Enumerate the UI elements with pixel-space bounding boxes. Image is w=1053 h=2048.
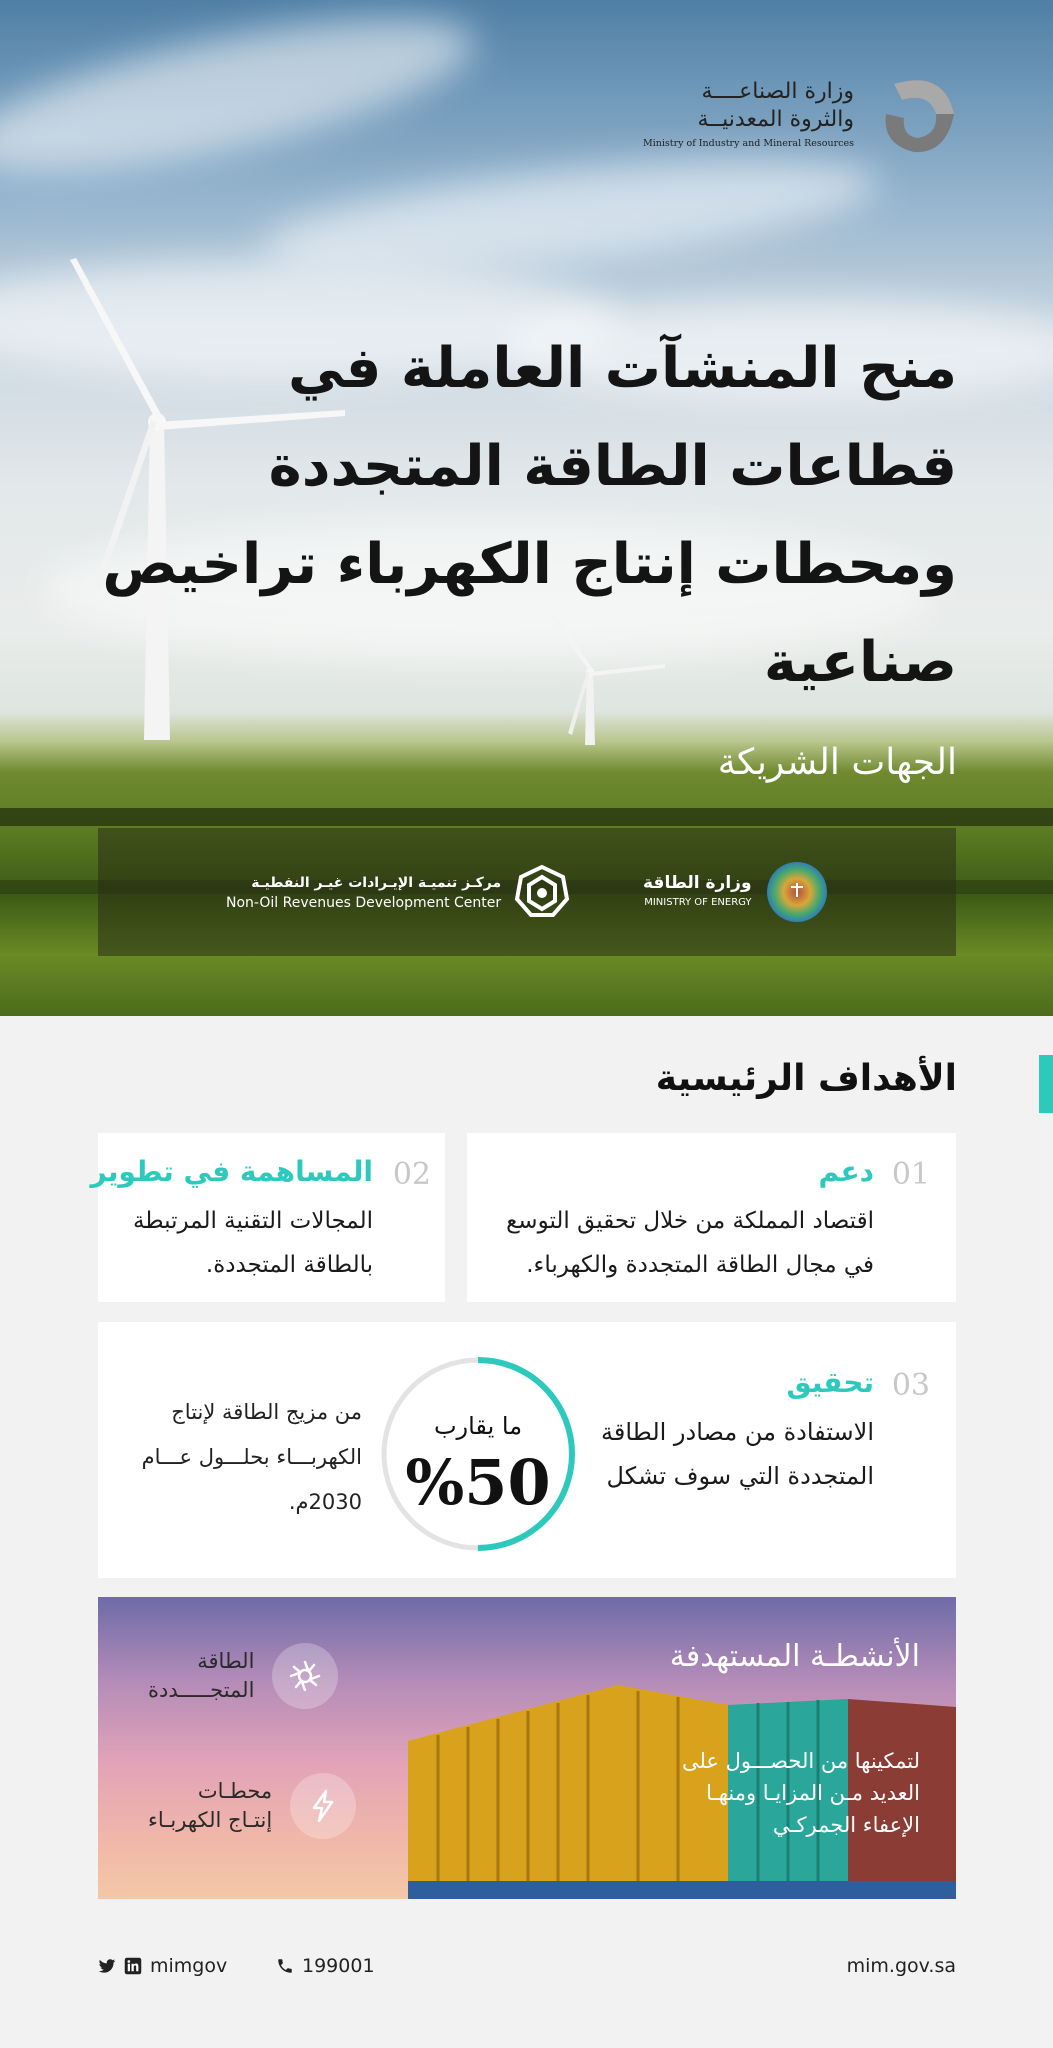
ministry-logo: [643, 72, 960, 162]
goal-card-01: [467, 1133, 956, 1302]
phone-icon: [276, 1957, 294, 1975]
cloud: [0, 0, 486, 203]
goals-title: الأهداف الرئيسية: [655, 1058, 957, 1099]
partner-text: [226, 872, 501, 912]
activity-label-line2: إنتـاج الكهربـاء: [148, 1808, 273, 1832]
website-link[interactable]: mim.gov.sa: [846, 1955, 956, 1977]
goal-body: الاستفادة من مصادر الطاقة المتجددة التي سوف تشكل: [600, 1418, 874, 1490]
activity-label-line1: محطـات: [197, 1779, 273, 1803]
page-title: منح المنشآت العاملة في قطاعات الطاقة المتجددة ومحطات إنتاج الكهرباء تراخيص صناعية: [102, 336, 957, 695]
ministry-name-ar: [697, 78, 854, 134]
activity-label: [148, 1647, 254, 1705]
lightning-icon: [290, 1773, 356, 1839]
gauge-label: ما يقارب: [433, 1412, 523, 1440]
activities-title: الأنشطـة المستهدفة: [669, 1639, 920, 1674]
activities-text: لتمكينها من الحصـــول على العديد مـن المزايـا ومنهـا الإعفاء الجمركـي: [681, 1749, 920, 1837]
ministry-name-en: Ministry of Industry and Mineral Resources: [643, 138, 854, 149]
partner-ministry-of-energy: [643, 828, 830, 956]
partner-name-ar: مركـز تنميـة الإيـرادات غيـر النفطيـة: [251, 875, 502, 891]
ministry-name-ar-line1: وزارة الصناعــــة: [701, 79, 854, 104]
goal-body: المجالات التقنية المرتبطة بالطاقة المتجددة.: [132, 1208, 373, 1278]
partner-nordc: [226, 828, 571, 956]
gauge-note: من مزيج الطاقة لإنتاج الكهربـــاء بحلـــول عـــام 2030م.: [141, 1400, 362, 1514]
goal-body: اقتصاد المملكة من خلال تحقيق التوسع في مجال الطاقة المتجددة والكهرباء.: [506, 1208, 874, 1278]
goal-number: 01: [891, 1157, 930, 1192]
social-links: [98, 1955, 227, 1977]
partners-box: [98, 828, 956, 956]
activity-label-line2: المتجـــــددة: [148, 1678, 255, 1702]
partner-name-en: Non-Oil Revenues Development Center: [226, 895, 502, 911]
partner-name-en: MINISTRY OF ENERGY: [644, 897, 752, 908]
goal-number: 02: [392, 1157, 431, 1192]
twitter-icon[interactable]: [98, 1957, 116, 1975]
phone-number[interactable]: 199001: [302, 1955, 375, 1977]
activity-label: [148, 1777, 272, 1835]
activity-power-plants: [148, 1773, 356, 1839]
partner-text: [643, 872, 752, 912]
goal-card-02: [90, 1133, 445, 1302]
hero-banner: [0, 0, 1053, 1016]
renewable-energy-icon: [272, 1643, 338, 1709]
activity-renewable-energy: [148, 1643, 338, 1709]
nordc-logo-icon: [513, 863, 571, 921]
ministry-of-energy-logo-icon: [764, 859, 830, 925]
goal-heading: دعم: [818, 1155, 874, 1188]
linkedin-icon[interactable]: [124, 1957, 142, 1975]
goal-number: 03: [891, 1368, 930, 1403]
goal-heading: المساهمة في تطوير: [90, 1155, 373, 1188]
footer: [98, 1955, 956, 1985]
ministry-emblem-icon: [874, 74, 960, 160]
social-handle[interactable]: mimgov: [150, 1955, 228, 1977]
ministry-name-ar-line2: والثروة المعدنيــة: [697, 107, 854, 132]
partner-name-ar: وزارة الطاقة: [643, 873, 752, 893]
activity-label-line1: الطاقة: [197, 1649, 255, 1673]
phone-contact: [276, 1955, 375, 1977]
activities-section: [98, 1597, 956, 1899]
goal-heading: تحقيق: [786, 1366, 874, 1399]
field-band: [0, 808, 1053, 826]
gauge-value: %50: [405, 1446, 551, 1519]
partners-title: الجهات الشريكة: [717, 742, 957, 783]
section-accent-bar: [1039, 1055, 1053, 1113]
